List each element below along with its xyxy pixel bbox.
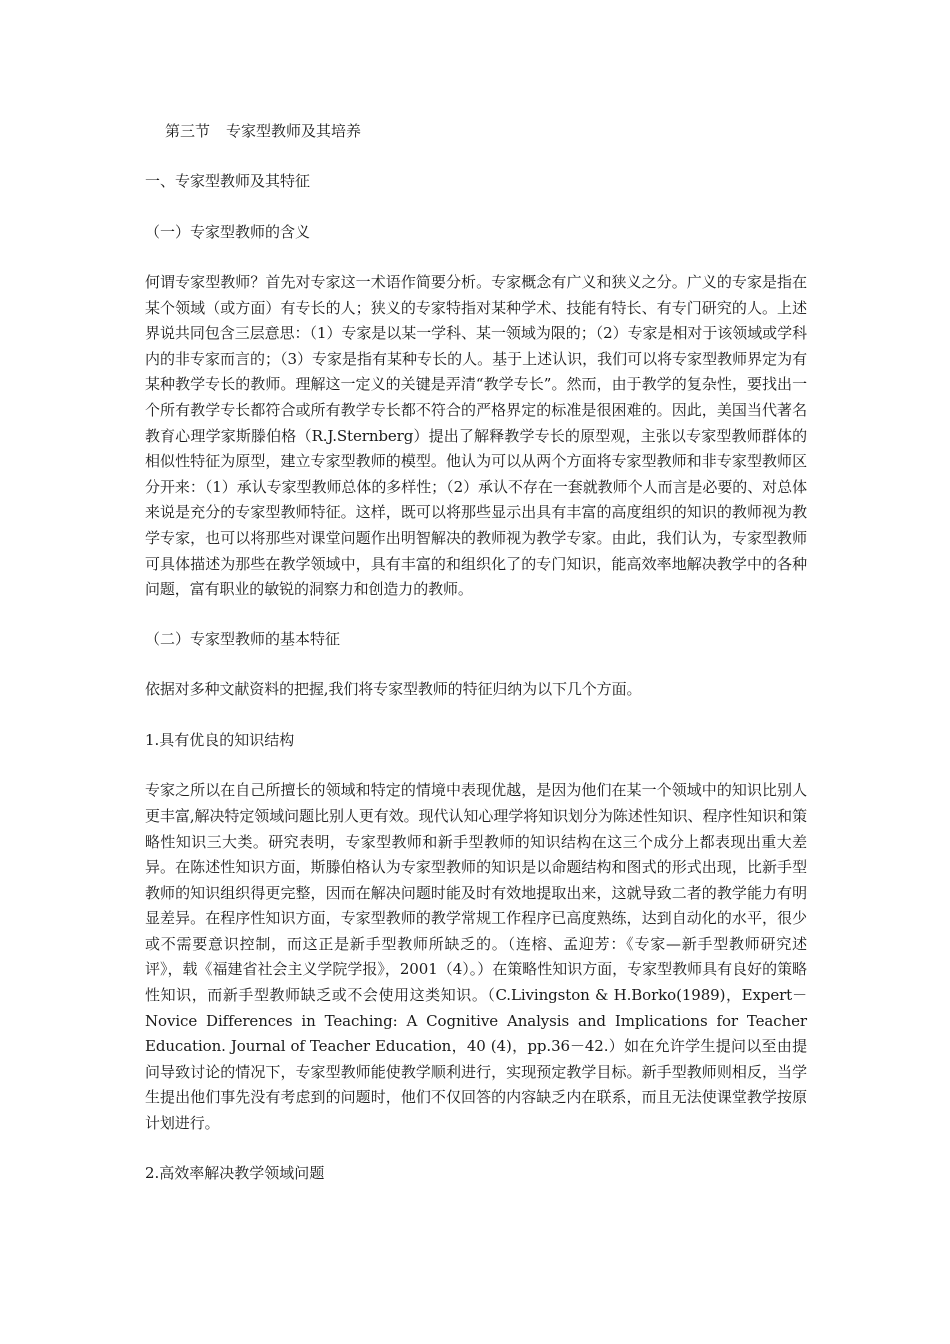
section-title-text: 专家型教师及其培养 — [226, 122, 362, 140]
heading-1: 一、专家型教师及其特征 — [145, 172, 311, 190]
paragraph-intro: 依据对多种文献资料的把握,我们将专家型教师的特征归纳为以下几个方面。 — [145, 679, 642, 698]
document-page — [145, 118, 807, 1186]
paragraph-knowledge: 专家之所以在自己所擅长的领域和特定的情境中表现优越，是因为他们在某一个领域中的知识比别人更丰富,解决特定领域问题比别人更有效。现代认知心理学将知识划分为陈述性知识、程序性知识和策略性知识三大类。研究表明，专家型教师和新手型教师的知识结构在这三个成分上都表现出重大差异。在陈述性知识方面，斯滕伯格认为专家型教师的知识是以命题结构和图式的形式出现，比新手型教师的知识组织得更完整，因而在解决问题时能及时有效地提取出来，这就导致二者的教学能力有明显差异。在程序性知识方面，专家型教师的教学常规工作程序已高度熟练，达到自动化的水平，很少或不需要意识控制，而这正是新手型教师所缺乏的。（连榕、孟迎芳：《专家—新手型教师研究述评》，载《福建省社会主义学院学报》，2001（4）。）在策略性知识方面，专家型教师具有良好的策略性知识，而新手型教师缺乏或不会使用这类知识。（C.Livingston & H.Borko(1989)，Expert－Novice Differences in Teaching: A Cognitive Analysis and Implications for Teacher Education. Journal of Teacher Education，40 (4)，pp.36－42.）如在允许学生提问以至由提问导致讨论的情况下，专家型教师能使教学顺利进行，实现预定教学目标。新手型教师则相反，当学生提出他们事先没有考虑到的问题时，他们不仅回答的内容缺乏内在联系，而且无法使课堂教学按原计划进行。 — [145, 781, 807, 1133]
section-title — [165, 118, 807, 144]
point-problem-solving: 2.高效率解决教学领域问题 — [145, 1163, 325, 1182]
subheading-meaning: （一）专家型教师的含义 — [145, 223, 311, 241]
subheading-characteristics: （二）专家型教师的基本特征 — [145, 629, 341, 648]
point-knowledge-structure: 1.具有优良的知识结构 — [145, 731, 295, 750]
paragraph-definition: 何谓专家型教师？首先对专家这一术语作简要分析。专家概念有广义和狭义之分。广义的专家是指在某个领域（或方面）有专长的人；狭义的专家特指对某种学术、技能有特长、有专门研究的人。上述界说共同包含三层意思：（1）专家是以某一学科、某一领域为限的；（2）专家是相对于该领域或学科内的非专家而言的；（3）专家是指有某种专长的人。基于上述认识，我们可以将专家型教师界定为有某种教学专长的教师。理解这一定义的关键是弄清“教学专长”。然而，由于教学的复杂性，要找出一个所有教学专长都符合或所有教学专长都不符合的严格界定的标准是很困难的。因此，美国当代著名教育心理学家斯滕伯格（R.J.Sternberg）提出了解释教学专长的原型观，主张以专家型教师群体的相似性特征为原型，建立专家型教师的模型。他认为可以从两个方面将专家型教师和非专家型教师区分开来：（1）承认专家型教师总体的多样性；（2）承认不存在一套就教师个人而言是必要的、对总体来说是充分的专家型教师特征。这样，既可以将那些显示出具有丰富的高度组织的知识的教师视为教学专家，也可以将那些对课堂问题作出明智解决的教师视为教学专家。由此，我们认为，专家型教师可具体描述为那些在教学领域中，具有丰富的和组织化了的专门知识，能高效率地解决教学中的各种问题，富有职业的敏锐的洞察力和创造力的教师。 — [145, 273, 807, 599]
section-number: 第三节 — [165, 122, 211, 140]
